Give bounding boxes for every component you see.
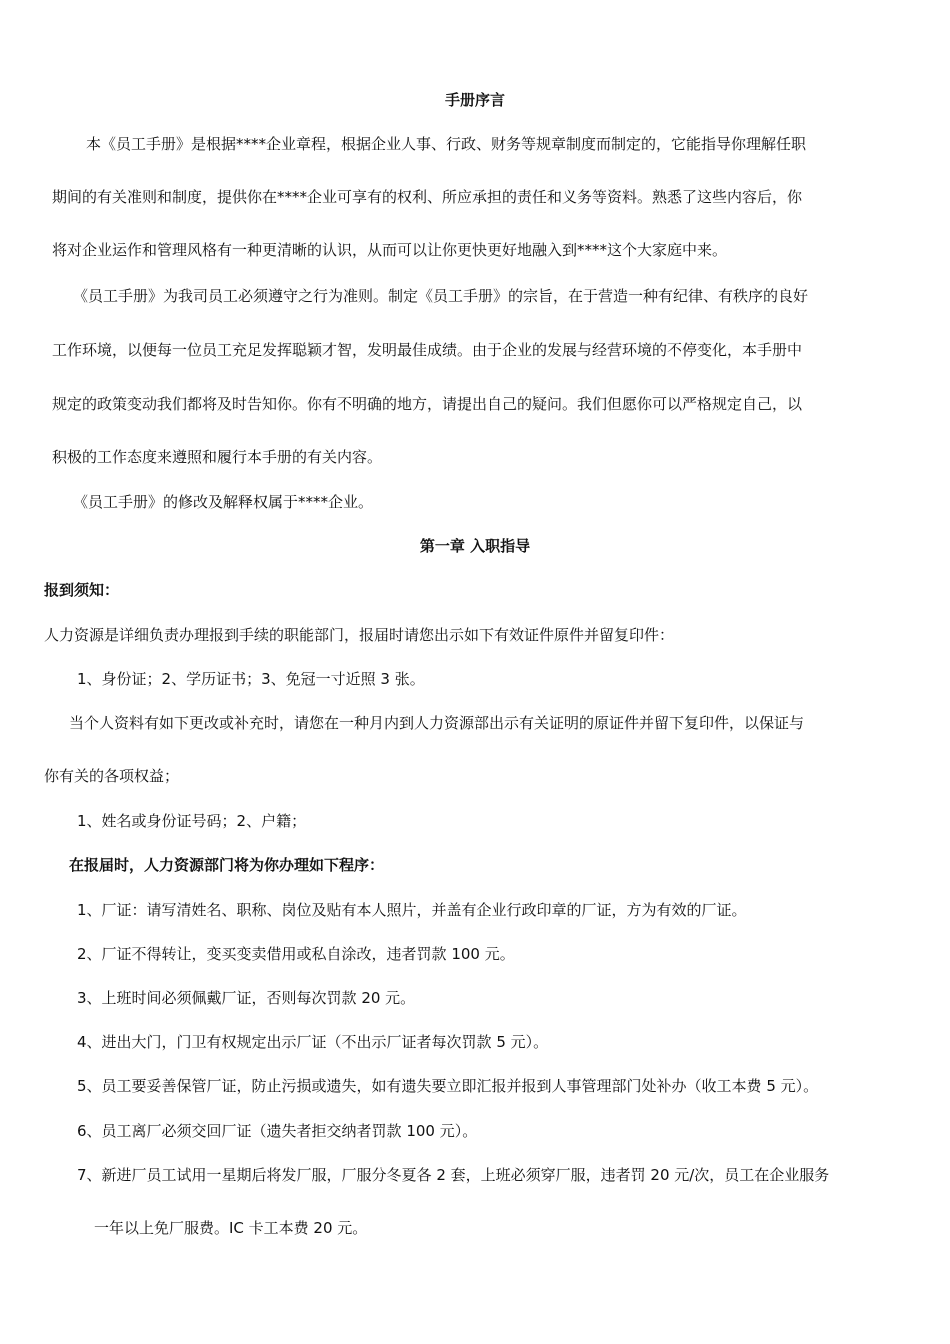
procedure-item-7: 7、新进厂员工试用一星期后将发厂服，厂服分冬夏各 2 套，上班必须穿厂服，违者罚 20 元/次，员工在企业服务 <box>77 1166 830 1184</box>
preface-paragraph-2-line-1: 《员工手册》为我司员工必须遵守之行为准则。制定《员工手册》的宗旨，在于营造一种有纪律、有秩序的良好 <box>73 287 809 305</box>
procedure-item-2: 2、厂证不得转让，变买变卖借用或私自涂改，违者罚款 100 元。 <box>77 945 515 963</box>
change-items: 1、姓名或身份证号码；2、户籍； <box>77 812 307 830</box>
preface-paragraph-1-line-1: 本《员工手册》是根据****企业章程，根据企业人事、行政、财务等规章制度而制定的，它能指导你理解任职 <box>86 135 807 153</box>
report-documents: 1、身份证；2、学历证书；3、免冠一寸近照 3 张。 <box>77 670 425 688</box>
change-paragraph-line-1: 当个人资料有如下更改或补充时，请您在一种月内到人力资源部出示有关证明的原证件并留下复印件，以保证与 <box>69 714 805 732</box>
procedure-item-3: 3、上班时间必须佩戴厂证，否则每次罚款 20 元。 <box>77 989 416 1007</box>
procedure-item-4: 4、进出大门，门卫有权规定出示厂证（不出示厂证者每次罚款 5 元）。 <box>77 1033 549 1051</box>
preface-paragraph-2-line-3: 规定的政策变动我们都将及时告知你。你有不明确的地方，请提出自己的疑问。我们但愿你可以严格规定自己，以 <box>52 395 803 413</box>
procedure-item-7-continued: 一年以上免厂服费。IC 卡工本费 20 元。 <box>94 1219 368 1237</box>
report-intro: 人力资源是详细负责办理报到手续的职能部门，报届时请您出示如下有效证件原件并留复印件： <box>44 626 675 644</box>
preface-paragraph-2-line-2: 工作环境，以便每一位员工充足发挥聪颖才智，发明最佳成绩。由于企业的发展与经营环境的不停变化，本手册中 <box>52 341 803 359</box>
procedure-item-1: 1、厂证：请写清姓名、职称、岗位及贴有本人照片，并盖有企业行政印章的厂证，方为有效的厂证。 <box>77 901 747 919</box>
preface-paragraph-2-line-4: 积极的工作态度来遵照和履行本手册的有关内容。 <box>52 448 383 466</box>
preface-paragraph-3: 《员工手册》的修改及解释权属于****企业。 <box>73 493 374 511</box>
report-heading: 报到须知： <box>44 581 120 599</box>
procedure-item-5: 5、员工要妥善保管厂证，防止污损或遗失，如有遗失要立即汇报并报到人事管理部门处补办（收工本费 5 元）。 <box>77 1077 819 1095</box>
preface-paragraph-1-line-3: 将对企业运作和管理风格有一种更清晰的认识，从而可以让你更快更好地融入到****这个大家庭中来。 <box>52 241 728 259</box>
procedure-item-6: 6、员工离厂必须交回厂证（遗失者拒交纳者罚款 100 元）。 <box>77 1122 478 1140</box>
preface-paragraph-1-line-2: 期间的有关准则和制度，提供你在****企业可享有的权利、所应承担的责任和义务等资料。熟悉了这些内容后，你 <box>52 188 803 206</box>
procedure-heading: 在报届时，人力资源部门将为你办理如下程序： <box>69 856 385 874</box>
change-paragraph-line-2: 你有关的各项权益； <box>44 767 180 785</box>
chapter-1-title: 第一章 入职指导 <box>419 537 531 555</box>
preface-title: 手册序言 <box>444 91 505 109</box>
